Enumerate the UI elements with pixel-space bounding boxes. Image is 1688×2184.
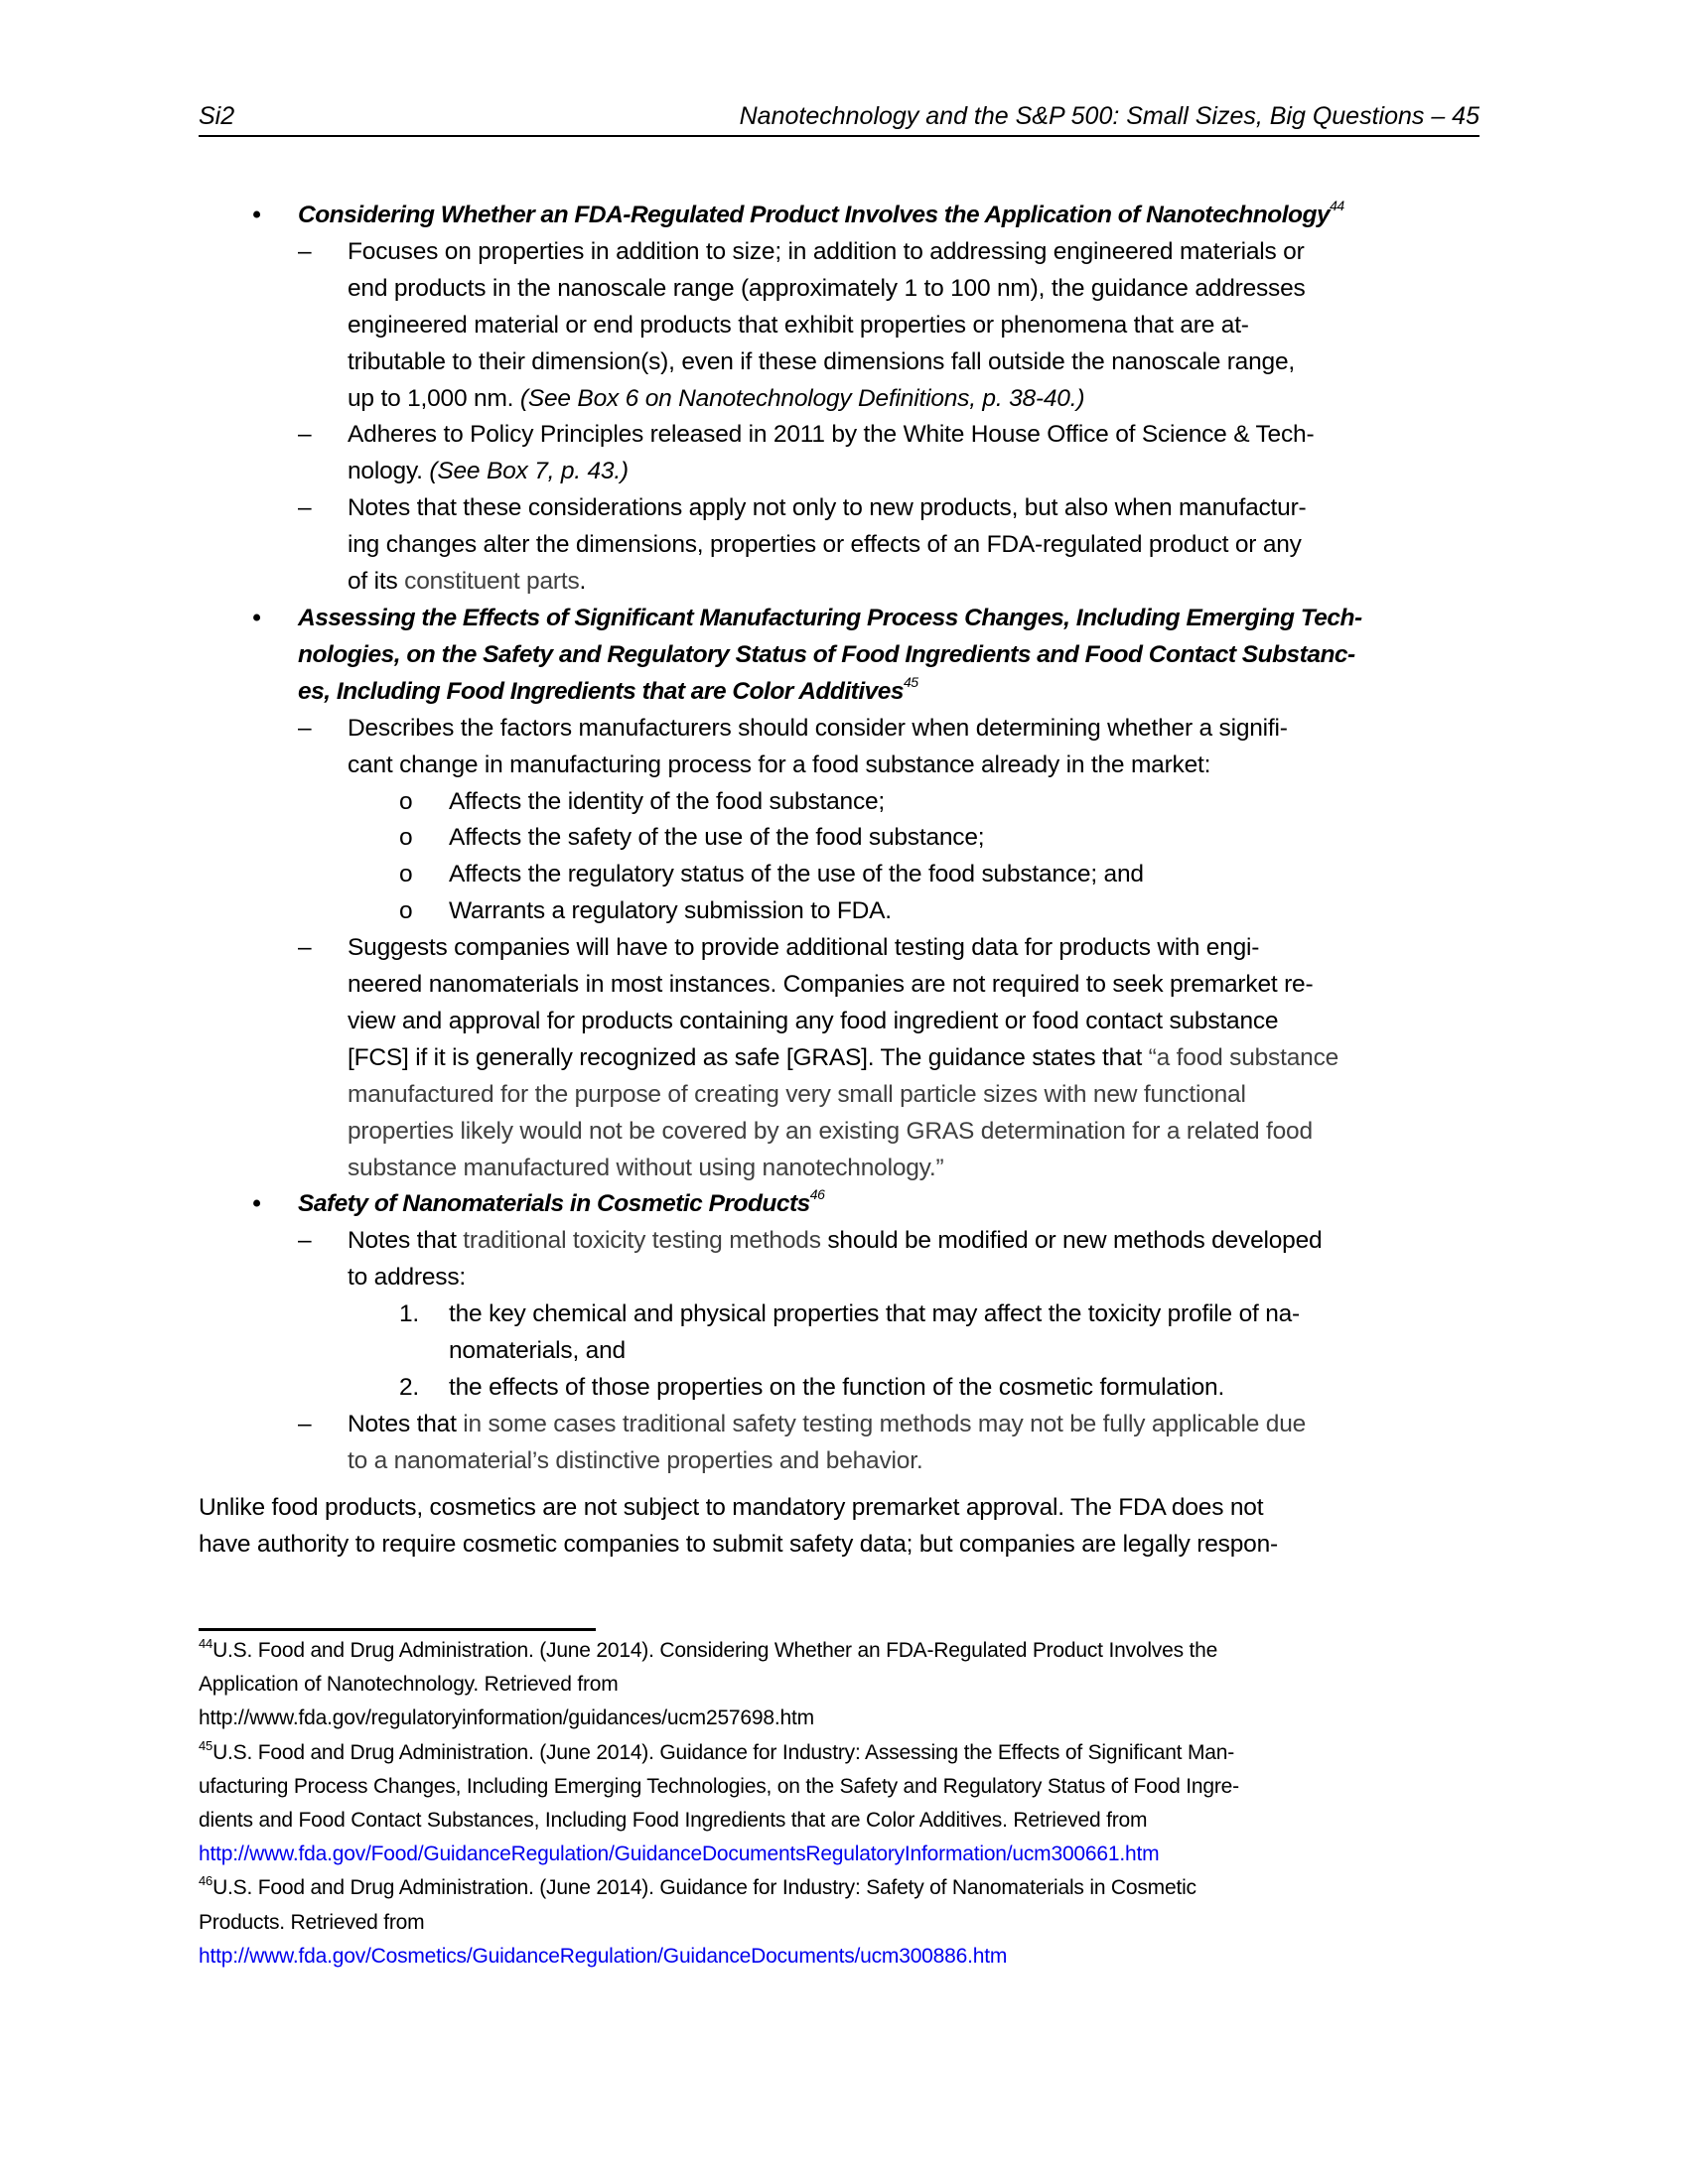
page-header — [199, 95, 1479, 137]
list-item: – Adheres to Policy Principles released in 2011 by the White House Office of Science & Tech- — [199, 417, 1499, 454]
dash-icon: – — [298, 934, 312, 962]
footnote-separator — [199, 1628, 596, 1631]
footnotes: $^{44}$U.S. Food and Drug Administration. (June 2014). Considering Whether an FDA-Regulated Product Involves the Application of Nanotechnology. Retrieved from http://www.fda.gov/regulatoryinformation/guidances/ucm257698.htm $^{45}$U.S. Food and Drug Administration. (June 2014). Guidance for Industry: Assessing the Effects of Significant Man- ufacturing Process Changes, Including Emerging Technologies, on the Safety and Regulatory Status of Food Ingre- dients and Food Contact Substances, Including Food Ingredients that are Color Additives. Retrieved from http://www.fda.gov/Food/GuidanceRegulation/GuidanceDocumentsRegulatoryInformation/ucm300661.htm $^{46}$U.S. Food and Drug Administration. (June 2014). Guidance for Industry: Safety of Nanomaterials in Cosmetic Products. Retrieved from http://www.fda.gov/Cosmetics/GuidanceRegulation/GuidanceDocuments/ucm300886.htm — [199, 1634, 1509, 1974]
body-paragraph: Unlike food products, cosmetics are not subject to mandatory premarket approval. The FDA does not — [199, 1493, 1264, 1521]
dash-icon: – — [298, 1227, 312, 1255]
list-item: – Describes the factors manufacturers should consider when determining whether a signifi- — [199, 711, 1499, 748]
list-item: – Notes that traditional toxicity testing methods should be modified or new methods developed — [199, 1223, 1499, 1260]
header-title-page-number: Nanotechnology and the S&P 500: Small Sizes, Big Questions – 45 — [739, 102, 1479, 130]
sub-list-item: o Affects the identity of the food substance; — [199, 784, 1499, 821]
circle-bullet-icon: o — [399, 824, 413, 852]
section-heading-manufacturing-changes: • Assessing the Effects of Significant Manufacturing Process Changes, Including Emerging Tech- — [199, 601, 1499, 637]
bullet-icon: • — [252, 604, 261, 631]
circle-bullet-icon: o — [399, 861, 413, 888]
list-number: 1. — [399, 1300, 420, 1328]
dash-icon: – — [298, 421, 312, 449]
numbered-item: 2. the effects of those properties on the function of the cosmetic formulation. — [199, 1370, 1499, 1407]
footnote-link[interactable]: http://www.fda.gov/Cosmetics/GuidanceRegulation/GuidanceDocuments/ucm300886.htm — [199, 1944, 1008, 1968]
footnote-url[interactable]: http://www.fda.gov/regulatoryinformation/guidances/ucm257698.htm — [199, 1706, 814, 1730]
footnote-46: $^{46}$U.S. Food and Drug Administration. (June 2014). Guidance for Industry: Safety of Nanomaterials in Cosmetic — [199, 1873, 1196, 1900]
circle-bullet-icon: o — [399, 787, 413, 815]
main-body: • Considering Whether an FDA-Regulated Product Involves the Application of Nanotechnology$^{44}$ – Focuses on properties in addition to size; in addition to addressing engineered materials or end products in the nanoscale range (approximately 1 to 100 nm), the guidance addresses engineered material or end products that exhibit properties or phenomena that are at- tributable to their dimension(s), even if these dimensions fall outside the nanoscale range, up to 1,000 nm. (See Box 6 on Nanotechnology Definitions, p. 38-40.) – Adheres to Policy Principles released in 2011 by the White House Office of Science & Tech- nology. (See Box 7, p. 43.) – Notes that these considerations apply not only to new products, but also when manufactur- ing changes alter the dimensions, properties or effects of an FDA-regulated product or any of its constituent parts. • Assessing the Effects of Significant Manufacturing Process Changes, Including Emerging Tech- nologies, on the Safety and Regulatory Status of Food Ingredients and Food Contact Substanc- es, Including Food Ingredients that are Color Additives$^{45}$ – Describes the factors manufacturers should consider when determining whether a signifi- cant change in manufacturing process for a food substance already in the market: o Affects the identity of the food substance; o Affects the safety of the use of the food substance; o Affects the regulatory status of the use of the food substance; and o Warrants a regulatory submission to FDA. – Suggests companies will have to provide additional testing data for products with engi- neered nanomaterials in most instances. Companies are not required to seek premarket re- view and approval for products containing any food ingredient or food contact substance [FCS] if it is generally recognized as safe [GRAS]. The guidance states that “a food substance manufactured for the purpose of creating very small particle sizes with new functional properties likely would not be covered by an existing GRAS determination for a related food substance manufactured without using nanotechnology.” • Safety of Nanomaterials in Cosmetic Products$^{46}$ – Notes that traditional toxicity testing methods should be modified or new methods developed to address: 1. the key chemical and physical properties that may affect the toxicity profile of na- nomaterials, and 2. the effects of those properties on the function of the cosmetic formulation. – Notes that in some cases traditional safety testing methods may not be fully applicable due to a nanomaterial’s distinctive properties and behavior. Unlike food products, cosmetics are not subject to mandatory premarket approval. The FDA does not have authority to require cosmetic companies to submit safety data; but companies are legally respon- — [199, 198, 1499, 1564]
footnote-44: $^{44}$U.S. Food and Drug Administration. (June 2014). Considering Whether an FDA-Regulated Product Involves the — [199, 1636, 1218, 1662]
list-number: 2. — [399, 1374, 420, 1401]
dash-icon: – — [298, 494, 312, 522]
dash-icon: – — [298, 714, 312, 742]
numbered-item: 1. the key chemical and physical properties that may affect the toxicity profile of na- — [199, 1297, 1499, 1333]
footnote-link[interactable]: http://www.fda.gov/Food/GuidanceRegulation/GuidanceDocumentsRegulatoryInformation/ucm300661.htm — [199, 1843, 1160, 1866]
list-item: – Notes that these considerations apply not only to new products, but also when manufactur- — [199, 490, 1499, 527]
footnote-ref[interactable]: 45 — [904, 673, 918, 690]
sub-list-item: o Warrants a regulatory submission to FDA. — [199, 893, 1499, 930]
dash-icon: – — [298, 1410, 312, 1437]
quoted-guidance: “a food substance — [1148, 1043, 1339, 1071]
list-item: – Focuses on properties in addition to size; in addition to addressing engineered materials or — [199, 234, 1499, 271]
circle-bullet-icon: o — [399, 897, 413, 925]
bullet-icon: • — [252, 202, 261, 228]
dash-icon: – — [298, 237, 312, 265]
footnote-45: $^{45}$U.S. Food and Drug Administration. (June 2014). Guidance for Industry: Assessing the Effects of Significant Man- — [199, 1737, 1234, 1764]
section-heading-cosmetic-products: • Safety of Nanomaterials in Cosmetic Products$^{46}$ — [199, 1186, 1499, 1223]
list-item: – Notes that in some cases traditional safety testing methods may not be fully applicable due — [199, 1407, 1499, 1443]
footnote-ref[interactable]: 44 — [1330, 198, 1344, 213]
cross-reference: (See Box 6 on Nanotechnology Definitions, p. 38-40.) — [519, 384, 1085, 412]
header-left-label: Si2 — [199, 102, 235, 130]
footnote-ref[interactable]: 46 — [809, 1186, 825, 1203]
bullet-icon: • — [252, 1190, 261, 1218]
sub-list-item: o Affects the safety of the use of the food substance; — [199, 820, 1499, 857]
sub-list-item: o Affects the regulatory status of the use of the food substance; and — [199, 857, 1499, 893]
section-heading-fda-regulated: • Considering Whether an FDA-Regulated Product Involves the Application of Nanotechnology$^{44}$ — [199, 198, 1499, 234]
list-item: – Suggests companies will have to provide additional testing data for products with engi- — [199, 930, 1499, 967]
cross-reference: (See Box 7, p. 43.) — [429, 458, 629, 485]
